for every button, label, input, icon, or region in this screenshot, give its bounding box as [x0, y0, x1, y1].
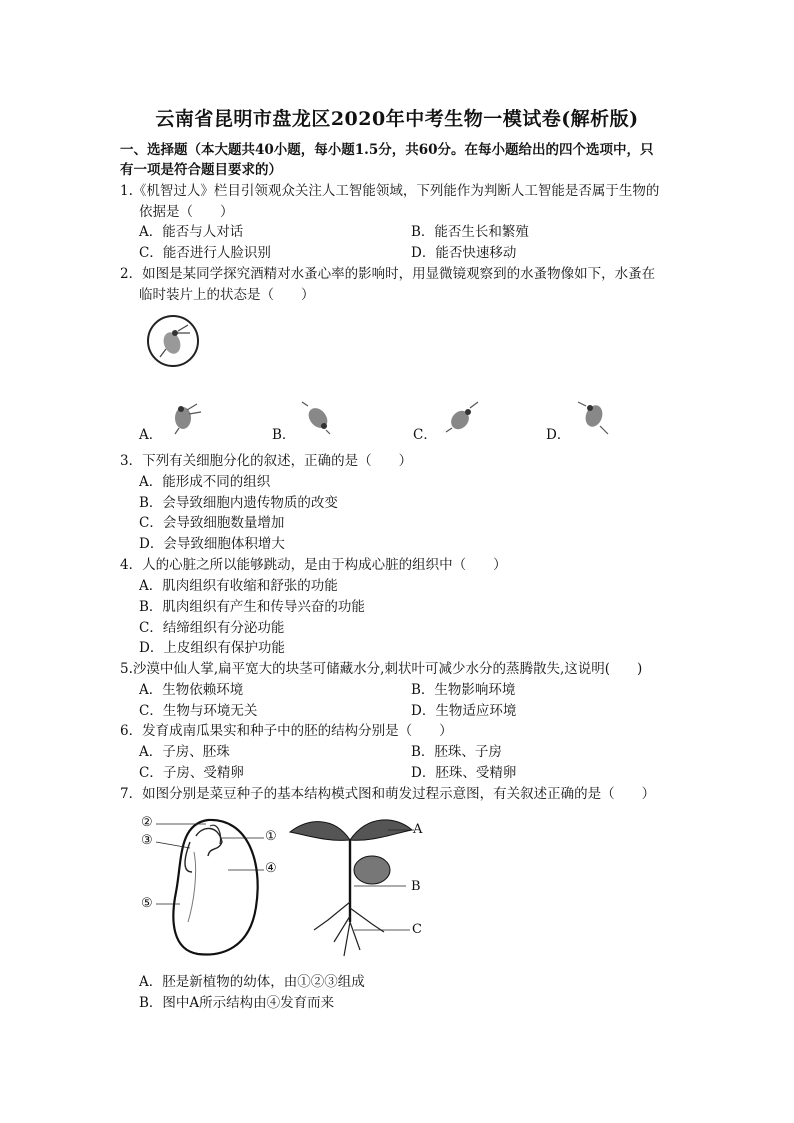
- water-flea-option-a-figure: [165, 400, 205, 436]
- q3-option-c: C．会导致细胞数量增加: [139, 515, 285, 531]
- q3-stem: 3．下列有关细胞分化的叙述，正确的是（ ）: [120, 453, 413, 469]
- q5-option-d: D．生物适应环境: [411, 703, 517, 719]
- q6-option-d: D．胚珠、受精卵: [411, 765, 517, 781]
- bean-germination-figure: [284, 812, 424, 962]
- q4-stem: 4．人的心脏之所以能够跳动，是由于构成心脏的组织中（ ）: [120, 557, 507, 573]
- q2-option-b: B．: [272, 427, 296, 443]
- section-heading-line2: 有一项是符合题目要求的）: [120, 162, 282, 178]
- water-flea-microscope-figure: [140, 315, 208, 367]
- q1-option-d: D．能否快速移动: [411, 245, 517, 261]
- q2-option-c: C．: [413, 427, 437, 443]
- q4-option-d: D．上皮组织有保护功能: [139, 640, 285, 656]
- q6-option-a: A．子房、胚珠: [139, 744, 230, 760]
- q5-stem: 5.沙漠中仙人掌,扁平宽大的块茎可储藏水分,刺状叶可减少水分的蒸腾散失,这说明( ): [120, 661, 643, 677]
- seed-label-4: ④: [265, 861, 277, 876]
- plant-label-c: C: [412, 922, 422, 937]
- water-flea-option-d-figure: [574, 400, 614, 436]
- q3-option-a: A．能形成不同的组织: [139, 474, 271, 490]
- water-flea-option-c-figure: [442, 400, 482, 436]
- q7-stem: 7．如图分别是菜豆种子的基本结构模式图和萌发过程示意图，有关叙述正确的是（ ）: [120, 786, 656, 802]
- q5-option-b: B．生物影响环境: [411, 682, 516, 698]
- page-title: 云南省昆明市盘龙区2020年中考生物一模试卷(解析版): [155, 108, 639, 130]
- q3-option-d: D．会导致细胞体积增大: [139, 536, 285, 552]
- q7-option-b: B．图中A所示结构由④发育而来: [139, 995, 335, 1011]
- plant-label-a: A: [413, 822, 423, 837]
- seed-label-5: ⑤: [141, 896, 153, 911]
- q7-option-a: A．胚是新植物的幼体，由①②③组成: [139, 974, 365, 990]
- seed-label-3: ③: [141, 833, 153, 848]
- q1-option-a: A．能否与人对话: [139, 224, 244, 240]
- q5-option-a: A．生物依赖环境: [139, 682, 244, 698]
- q2-stem-line1: 2．如图是某同学探究酒精对水蚤心率的影响时，用显微镜观察到的水蚤物像如下，水蚤在: [120, 266, 656, 282]
- q2-option-d: D．: [546, 427, 571, 443]
- section-heading-line1: 一、选择题（本大题共40小题，每小题1.5分，共60分。在每小题给出的四个选项中，只: [120, 142, 654, 158]
- q2-option-a: A．: [139, 427, 163, 443]
- q1-stem-line1: 1.《机智过人》栏目引领观众关注人工智能领域，下列能作为判断人工智能是否属于生物的: [120, 183, 660, 199]
- q4-option-c: C．结缔组织有分泌功能: [139, 620, 285, 636]
- q4-option-a: A．肌肉组织有收缩和舒张的功能: [139, 578, 338, 594]
- q4-option-b: B．肌肉组织有产生和传导兴奋的功能: [139, 599, 365, 615]
- q6-stem: 6．发育成南瓜果实和种子中的胚的结构分别是（ ）: [120, 723, 453, 739]
- q1-option-b: B．能否生长和繁殖: [411, 224, 529, 240]
- q3-option-b: B．会导致细胞内遗传物质的改变: [139, 495, 338, 511]
- q5-option-c: C．生物与环境无关: [139, 703, 258, 719]
- plant-label-b: B: [411, 879, 421, 894]
- q6-option-c: C．子房、受精卵: [139, 765, 244, 781]
- q6-option-b: B．胚珠、子房: [411, 744, 502, 760]
- seed-label-2: ②: [141, 815, 153, 830]
- water-flea-option-b-figure: [298, 400, 338, 436]
- seed-label-1: ①: [265, 829, 277, 844]
- q1-option-c: C．能否进行人脸识别: [139, 245, 271, 261]
- q1-stem-line2: 依据是（ ）: [139, 204, 234, 220]
- q2-stem-line2: 临时装片上的状态是（ ）: [139, 287, 315, 303]
